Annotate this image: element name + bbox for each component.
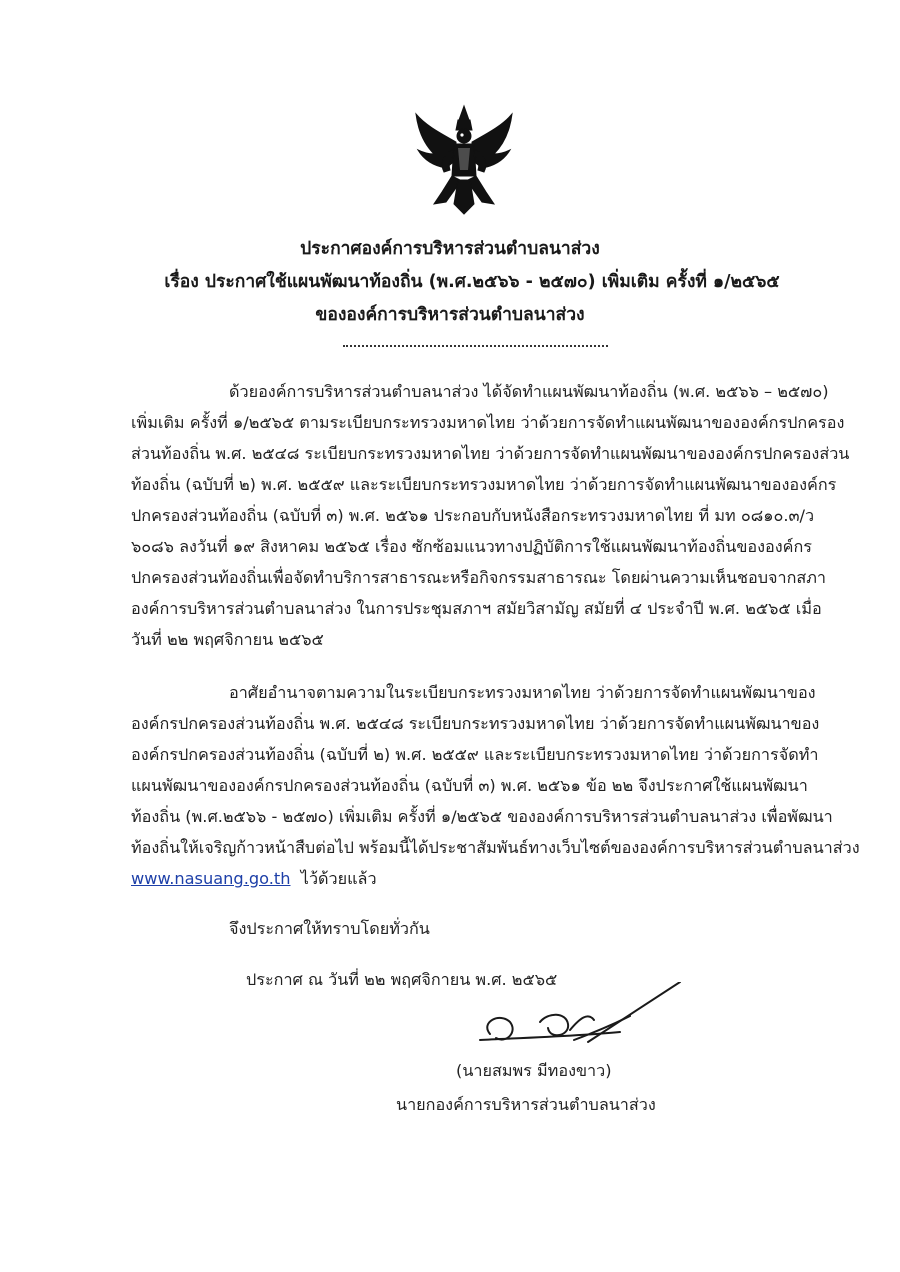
heading-line-title: ประกาศองค์การบริหารส่วนตำบลนาส่วง [300, 239, 600, 259]
paragraph2-line: องค์กรปกครองส่วนท้องถิ่น (ฉบับที่ ๒) พ.ศ. ๒๕๕๙ และระเบียบกระทรวงมหาดไทย ว่าด้วยการจัดทำ [131, 745, 819, 764]
website-suffix: ไว้ด้วยแล้ว [300, 869, 377, 888]
paragraph1-line: ปกครองส่วนท้องถิ่น (ฉบับที่ ๓) พ.ศ. ๒๕๖๑ ประกอบกับหนังสือกระทรวงมหาดไทย ที่ มท ๐๘๑๐.๓/ว [131, 506, 815, 525]
paragraph2-line: ท้องถิ่นให้เจริญก้าวหน้าสืบต่อไป พร้อมนี้ได้ประชาสัมพันธ์ทางเว็บไซต์ขององค์การบริหารส่วนตำบลนาส่วง [131, 838, 860, 857]
closing-text: จึงประกาศให้ทราบโดยทั่วกัน [229, 919, 430, 938]
date-line: ประกาศ ณ วันที่ ๒๒ พฤศจิกายน พ.ศ. ๒๕๖๕ [246, 970, 558, 989]
paragraph1-line: องค์การบริหารส่วนตำบลนาส่วง ในการประชุมสภาฯ สมัยวิสามัญ สมัยที่ ๔ ประจำปี พ.ศ. ๒๕๖๕ เมื่อ [131, 599, 822, 618]
garuda-emblem-icon [412, 104, 516, 216]
paragraph1-line: ๖๐๘๖ ลงวันที่ ๑๙ สิงหาคม ๒๕๖๕ เรื่อง ซักซ้อมแนวทางปฏิบัติการใช้แผนพัฒนาท้องถิ่นขององค์กร [131, 537, 812, 556]
paragraph2-line: องค์กรปกครองส่วนท้องถิ่น พ.ศ. ๒๕๔๘ ระเบียบกระทรวงมหาดไทย ว่าด้วยการจัดทำแผนพัฒนาของ [131, 714, 820, 733]
paragraph1-line: เพิ่มเติม ครั้งที่ ๑/๒๕๖๕ ตามระเบียบกระทรวงมหาดไทย ว่าด้วยการจัดทำแผนพัฒนาขององค์กรปกครอง [131, 413, 845, 432]
paragraph1-line: ปกครองส่วนท้องถิ่นเพื่อจัดทำบริการสาธารณะหรือกิจกรรมสาธารณะ โดยผ่านความเห็นชอบจากสภา [131, 568, 827, 587]
heading-line-organization: ขององค์การบริหารส่วนตำบลนาส่วง [315, 305, 585, 325]
signatory-position: นายกองค์การบริหารส่วนตำบลนาส่วง [396, 1095, 656, 1114]
website-line [131, 863, 377, 894]
handwritten-signature [470, 982, 690, 1062]
paragraph2-line: แผนพัฒนาขององค์กรปกครองส่วนท้องถิ่น (ฉบับที่ ๓) พ.ศ. ๒๕๖๑ ข้อ ๒๒ จึงประกาศใช้แผนพัฒนา [131, 776, 808, 795]
paragraph2-line: อาศัยอำนาจตามความในระเบียบกระทรวงมหาดไทย ว่าด้วยการจัดทำแผนพัฒนาของ [229, 683, 816, 702]
heading-separator [343, 345, 608, 347]
paragraph2-line: ท้องถิ่น (พ.ศ.๒๕๖๖ - ๒๕๗๐) เพิ่มเติม ครั้งที่ ๑/๒๕๖๕ ขององค์การบริหารส่วนตำบลนาส่วง เพื่อพัฒนา [131, 807, 833, 826]
paragraph1-line: วันที่ ๒๒ พฤศจิกายน ๒๕๖๕ [131, 630, 324, 649]
announcement-heading [0, 233, 900, 332]
signatory-name: (นายสมพร มีทองขาว) [456, 1061, 612, 1080]
paragraph1-line: ท้องถิ่น (ฉบับที่ ๒) พ.ศ. ๒๕๕๙ และระเบียบกระทรวงมหาดไทย ว่าด้วยการจัดทำแผนพัฒนาขององค์กร [131, 475, 837, 494]
paragraph1-line: ส่วนท้องถิ่น พ.ศ. ๒๕๔๘ ระเบียบกระทรวงมหาดไทย ว่าด้วยการจัดทำแผนพัฒนาขององค์กรปกครองส่วน [131, 444, 850, 463]
heading-line-subject: เรื่อง ประกาศใช้แผนพัฒนาท้องถิ่น (พ.ศ.๒๕๖๖ - ๒๕๗๐) เพิ่มเติม ครั้งที่ ๑/๒๕๖๕ [164, 272, 780, 292]
website-link[interactable]: www.nasuang.go.th [131, 869, 291, 888]
paragraph1-line: ด้วยองค์การบริหารส่วนตำบลนาส่วง ได้จัดทำแผนพัฒนาท้องถิ่น (พ.ศ. ๒๕๖๖ – ๒๕๗๐) [229, 382, 829, 401]
